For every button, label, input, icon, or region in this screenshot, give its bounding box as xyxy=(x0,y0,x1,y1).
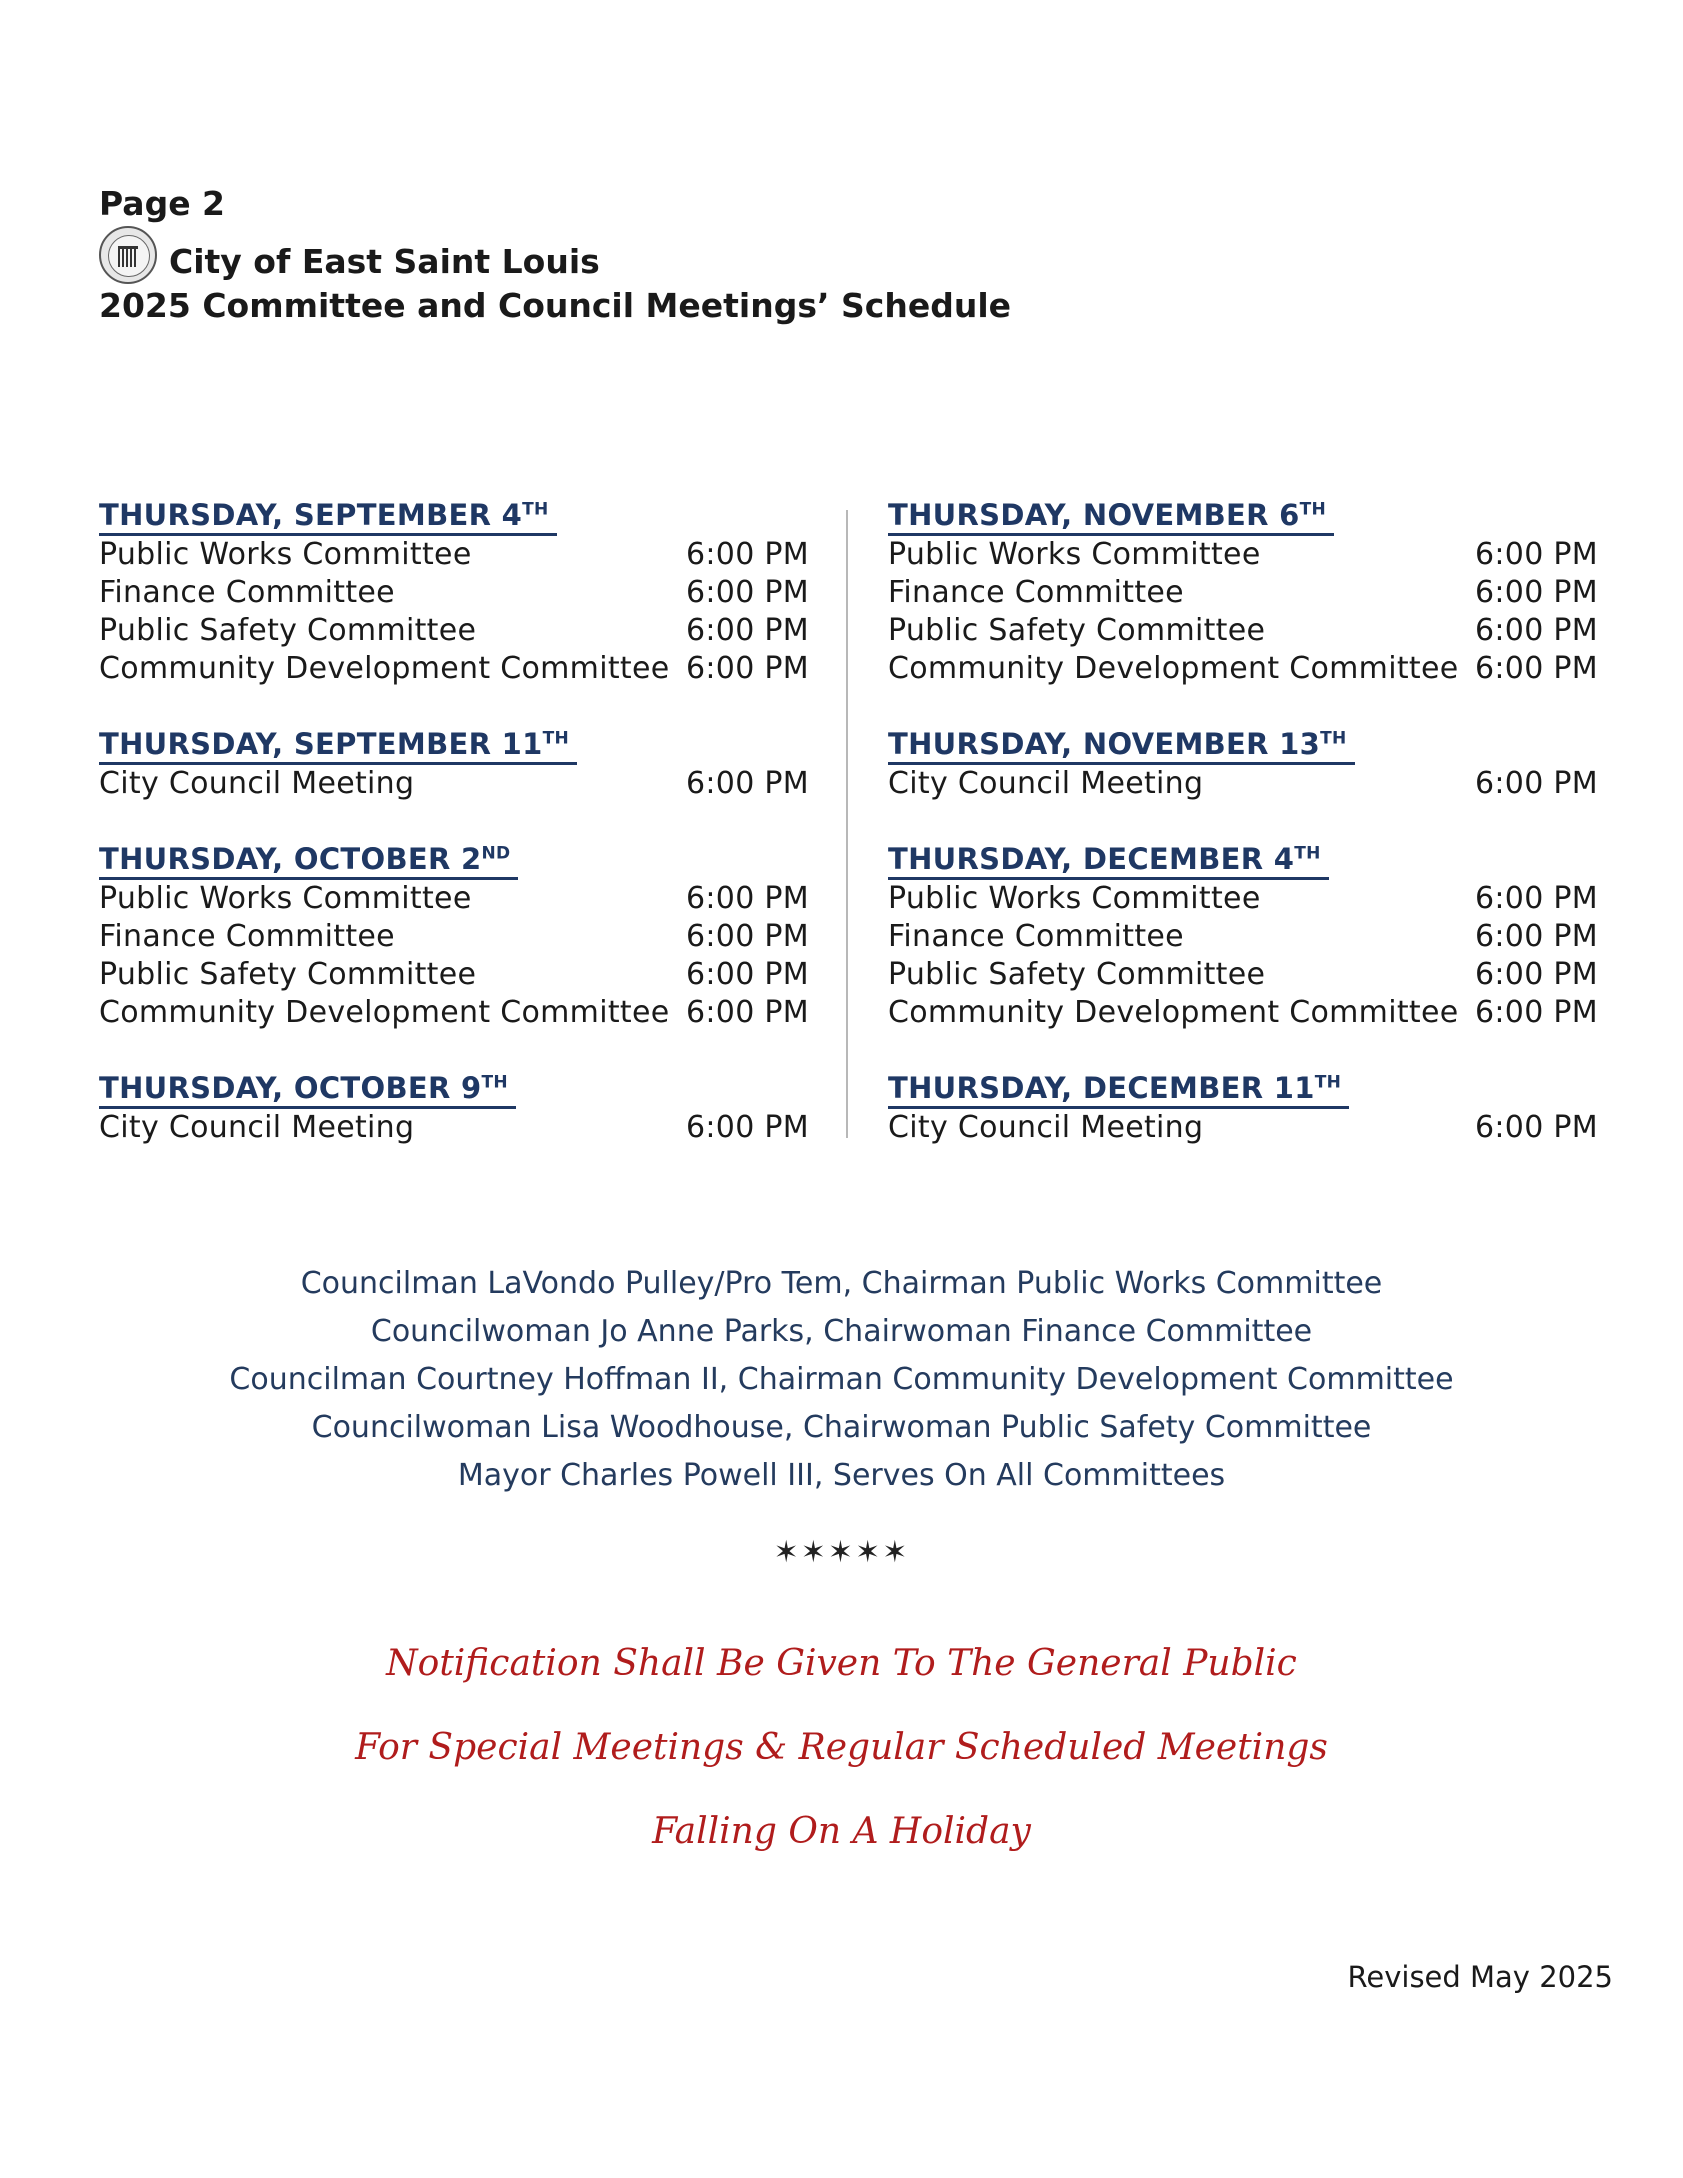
meeting-row xyxy=(888,574,1598,612)
meeting-date-block xyxy=(888,1070,1598,1147)
meeting-row xyxy=(888,880,1598,918)
notice-line: For Special Meetings & Regular Scheduled Meetings xyxy=(355,1727,1328,1768)
meeting-time: 6:00 PM xyxy=(686,537,809,572)
document-header xyxy=(99,184,1011,325)
date-ordinal-suffix: TH xyxy=(1314,1072,1342,1093)
meeting-time: 6:00 PM xyxy=(1475,995,1598,1030)
meeting-row xyxy=(888,650,1598,688)
meeting-time: 6:00 PM xyxy=(686,651,809,686)
meeting-name: Finance Committee xyxy=(888,919,1184,954)
meeting-row xyxy=(99,765,809,803)
date-ordinal-suffix: TH xyxy=(481,1072,508,1093)
date-ordinal-suffix: TH xyxy=(1299,499,1327,520)
meeting-time: 6:00 PM xyxy=(686,1110,809,1145)
holiday-notice xyxy=(0,1622,1683,1874)
date-ordinal-suffix: TH xyxy=(542,728,570,749)
notice-line: Falling On A Holiday xyxy=(652,1811,1031,1852)
meeting-date-heading xyxy=(99,497,557,536)
meeting-name: Community Development Committee xyxy=(888,995,1459,1030)
meeting-date: THURSDAY, SEPTEMBER 11 xyxy=(99,727,543,761)
schedule-column-right xyxy=(888,497,1598,1185)
meeting-row xyxy=(99,1109,809,1147)
meeting-time: 6:00 PM xyxy=(686,995,809,1030)
meeting-time: 6:00 PM xyxy=(1475,919,1598,954)
meeting-row xyxy=(99,994,809,1032)
council-member: Councilwoman Jo Anne Parks, Chairwoman Finance Committee xyxy=(370,1314,1313,1349)
meeting-date-heading xyxy=(99,1070,516,1109)
meeting-name: Public Safety Committee xyxy=(99,613,477,648)
meeting-name: Finance Committee xyxy=(99,919,395,954)
meeting-name: City Council Meeting xyxy=(99,766,415,801)
meeting-name: Community Development Committee xyxy=(99,651,670,686)
meeting-name: Public Safety Committee xyxy=(888,613,1266,648)
meeting-name: City Council Meeting xyxy=(888,1110,1204,1145)
meeting-date-heading xyxy=(888,841,1329,880)
council-member: Councilman LaVondo Pulley/Pro Tem, Chairman Public Works Committee xyxy=(300,1266,1383,1301)
meeting-row xyxy=(888,612,1598,650)
meeting-row xyxy=(99,956,809,994)
meeting-name: Community Development Committee xyxy=(888,651,1459,686)
meeting-row xyxy=(99,536,809,574)
date-ordinal-suffix: ND xyxy=(481,843,511,864)
meeting-time: 6:00 PM xyxy=(686,613,809,648)
date-ordinal-suffix: TH xyxy=(522,499,549,520)
meeting-name: Public Works Committee xyxy=(888,537,1261,572)
meeting-date-heading xyxy=(888,497,1334,536)
meeting-name: City Council Meeting xyxy=(888,766,1204,801)
meeting-date-block xyxy=(888,497,1598,688)
meeting-row xyxy=(99,650,809,688)
meeting-time: 6:00 PM xyxy=(1475,1110,1598,1145)
meeting-time: 6:00 PM xyxy=(1475,575,1598,610)
meeting-time: 6:00 PM xyxy=(686,957,809,992)
council-members-list xyxy=(0,1260,1683,1500)
meeting-name: Public Safety Committee xyxy=(888,957,1266,992)
meeting-time: 6:00 PM xyxy=(1475,537,1598,572)
meeting-name: City Council Meeting xyxy=(99,1110,415,1145)
column-divider xyxy=(846,510,848,1138)
meeting-time: 6:00 PM xyxy=(686,881,809,916)
meeting-date-block xyxy=(99,497,809,688)
city-seal-icon xyxy=(99,226,157,284)
meeting-name: Finance Committee xyxy=(99,575,395,610)
meeting-time: 6:00 PM xyxy=(686,919,809,954)
meeting-date-heading xyxy=(888,726,1355,765)
meeting-row xyxy=(99,612,809,650)
meeting-row xyxy=(888,1109,1598,1147)
schedule-column-left xyxy=(99,497,809,1185)
meeting-date-block xyxy=(888,726,1598,803)
meeting-row xyxy=(99,918,809,956)
meeting-time: 6:00 PM xyxy=(1475,651,1598,686)
meeting-date: THURSDAY, SEPTEMBER 4 xyxy=(99,498,523,532)
meeting-date-heading xyxy=(99,726,577,765)
meeting-name: Public Works Committee xyxy=(99,881,472,916)
meeting-row xyxy=(99,574,809,612)
city-line xyxy=(99,238,1011,284)
meeting-date-block xyxy=(99,726,809,803)
meeting-date-heading xyxy=(888,1070,1349,1109)
council-member: Councilwoman Lisa Woodhouse, Chairwoman Public Safety Committee xyxy=(311,1410,1372,1445)
date-ordinal-suffix: TH xyxy=(1294,843,1321,864)
meeting-name: Public Works Committee xyxy=(99,537,472,572)
notice-line: Notification Shall Be Given To The General Public xyxy=(386,1643,1297,1684)
meeting-date: THURSDAY, OCTOBER 9 xyxy=(99,1071,482,1105)
schedule-title: 2025 Committee and Council Meetings’ Schedule xyxy=(99,286,1012,325)
council-member: Mayor Charles Powell III, Serves On All Committees xyxy=(457,1458,1226,1493)
meeting-date: THURSDAY, NOVEMBER 13 xyxy=(888,727,1321,761)
meeting-date-block xyxy=(99,1070,809,1147)
meeting-row xyxy=(888,994,1598,1032)
meeting-date: THURSDAY, OCTOBER 2 xyxy=(99,842,482,876)
meeting-time: 6:00 PM xyxy=(1475,881,1598,916)
council-member: Councilman Courtney Hoffman II, Chairman Community Development Committee xyxy=(229,1362,1454,1397)
meeting-row xyxy=(888,918,1598,956)
meeting-date: THURSDAY, NOVEMBER 6 xyxy=(888,498,1300,532)
meeting-row xyxy=(888,536,1598,574)
meeting-date: THURSDAY, DECEMBER 11 xyxy=(888,1071,1315,1105)
meeting-name: Public Safety Committee xyxy=(99,957,477,992)
meeting-time: 6:00 PM xyxy=(686,766,809,801)
meeting-row xyxy=(888,765,1598,803)
revised-date: Revised May 2025 xyxy=(1347,1960,1613,1994)
meeting-time: 6:00 PM xyxy=(1475,613,1598,648)
meeting-name: Community Development Committee xyxy=(99,995,670,1030)
meeting-time: 6:00 PM xyxy=(1475,957,1598,992)
city-name: City of East Saint Louis xyxy=(169,241,600,281)
page-label: Page 2 xyxy=(99,184,226,223)
meeting-time: 6:00 PM xyxy=(1475,766,1598,801)
star-separator: ✶✶✶✶✶ xyxy=(773,1535,910,1570)
meeting-date-block xyxy=(888,841,1598,1032)
meeting-date: THURSDAY, DECEMBER 4 xyxy=(888,842,1295,876)
meeting-date-heading xyxy=(99,841,518,880)
meeting-name: Finance Committee xyxy=(888,575,1184,610)
meeting-time: 6:00 PM xyxy=(686,575,809,610)
date-ordinal-suffix: TH xyxy=(1320,728,1347,749)
meeting-row xyxy=(99,880,809,918)
meeting-name: Public Works Committee xyxy=(888,881,1261,916)
meeting-date-block xyxy=(99,841,809,1032)
meeting-row xyxy=(888,956,1598,994)
